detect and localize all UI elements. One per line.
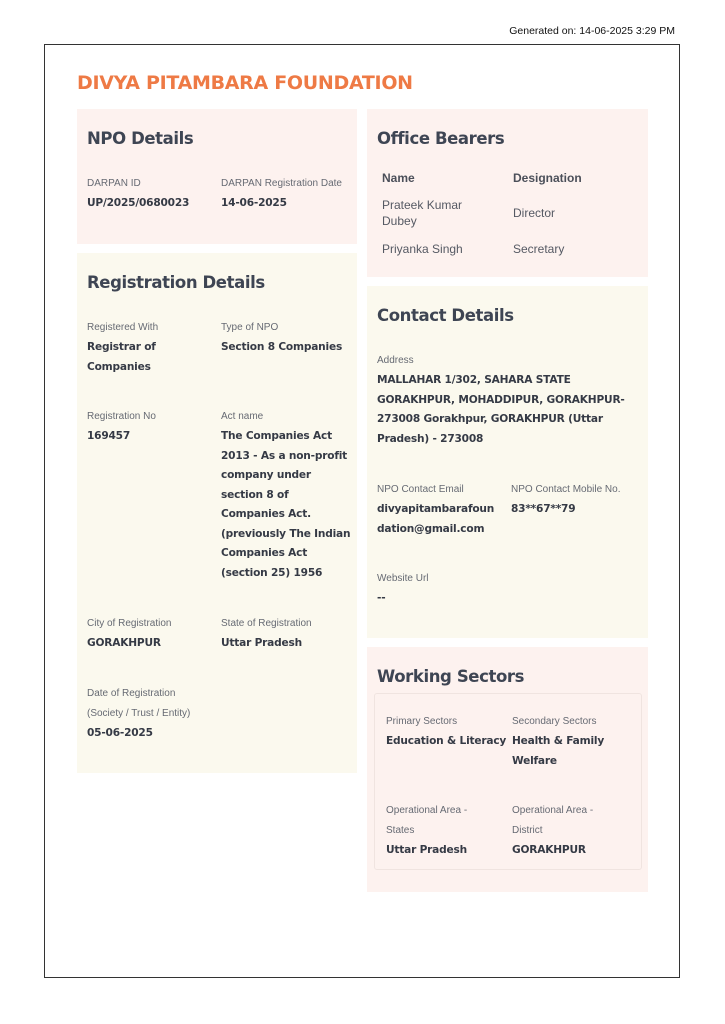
secondary-sectors-label: Secondary Sectors [512,716,597,727]
secondary-sectors-value: Health & Family Welfare [512,735,605,767]
generated-timestamp: Generated on: 14-06-2025 3:29 PM [509,25,675,37]
city-of-registration-value: GORAKHPUR [87,637,161,649]
contact-mobile-label: NPO Contact Mobile No. [511,484,621,495]
darpan-id-value: UP/2025/0680023 [87,197,190,209]
working-sectors-title: Working Sectors [377,667,525,686]
operational-states-label: Operational Area - States [386,805,468,836]
state-of-registration-value: Uttar Pradesh [221,637,302,649]
office-bearers-title: Office Bearers [377,129,505,148]
npo-type-label: Type of NPO [221,322,279,333]
registration-details-card [77,253,357,773]
act-name-label: Act name [221,411,264,422]
registered-with-label: Registered With [87,322,159,333]
primary-sectors-label: Primary Sectors [386,716,458,727]
website-label: Website Url [377,573,429,584]
date-of-registration-label: Date of Registration (Society / Trust / Entity) [87,688,191,719]
bearer-row-designation: Secretary [513,242,565,256]
city-of-registration-label: City of Registration [87,618,172,629]
contact-details-card [367,286,648,638]
npo-details-title: NPO Details [87,129,194,148]
website-value: -- [377,592,386,604]
contact-email-value: divyapitambarafoundation@gmail.com [377,503,495,535]
operational-district-label: Operational Area - District [512,805,594,836]
darpan-reg-date-label: DARPAN Registration Date [221,178,342,189]
npo-type-value: Section 8 Companies [221,341,343,353]
operational-district-value: GORAKHPUR [512,844,586,856]
act-name-value: The Companies Act 2013 - As a non-profit company under section 8 of Companies Act. (previously The Indian Companies Act (section 25) 1956 [221,430,351,579]
bearer-name-header: Name [382,171,415,185]
sectors-panel [374,693,642,870]
registration-no-label: Registration No [87,411,156,422]
bearer-row-name: Prateek Kumar Dubey [382,198,463,228]
operational-states-value: Uttar Pradesh [386,844,467,856]
date-of-registration-value: 05-06-2025 [87,727,153,739]
contact-email-label: NPO Contact Email [377,484,464,495]
bearer-row-designation: Director [513,206,556,220]
darpan-id-label: DARPAN ID [87,178,141,189]
bearer-designation-header: Designation [513,171,582,185]
working-sectors-card [367,647,648,892]
contact-mobile-value: 83**67**79 [511,503,576,515]
organization-name: DIVYA PITAMBARA FOUNDATION [77,72,413,94]
registration-no-value: 169457 [87,430,131,442]
registered-with-value: Registrar of Companies [87,341,156,373]
primary-sectors-value: Education & Literacy [386,735,507,747]
npo-details-card [77,109,357,244]
office-bearers-card [367,109,648,277]
address-label: Address [377,355,414,366]
contact-details-title: Contact Details [377,306,514,325]
darpan-reg-date-value: 14-06-2025 [221,197,287,209]
address-value: MALLAHAR 1/302, SAHARA STATE GORAKHPUR, MOHADDIPUR, GORAKHPUR-273008 Gorakhpur, GORAKHPUR (Uttar Pradesh) - 273008 [377,374,625,445]
state-of-registration-label: State of Registration [221,618,312,629]
bearer-row-name: Priyanka Singh [382,242,463,256]
registration-details-title: Registration Details [87,273,265,292]
